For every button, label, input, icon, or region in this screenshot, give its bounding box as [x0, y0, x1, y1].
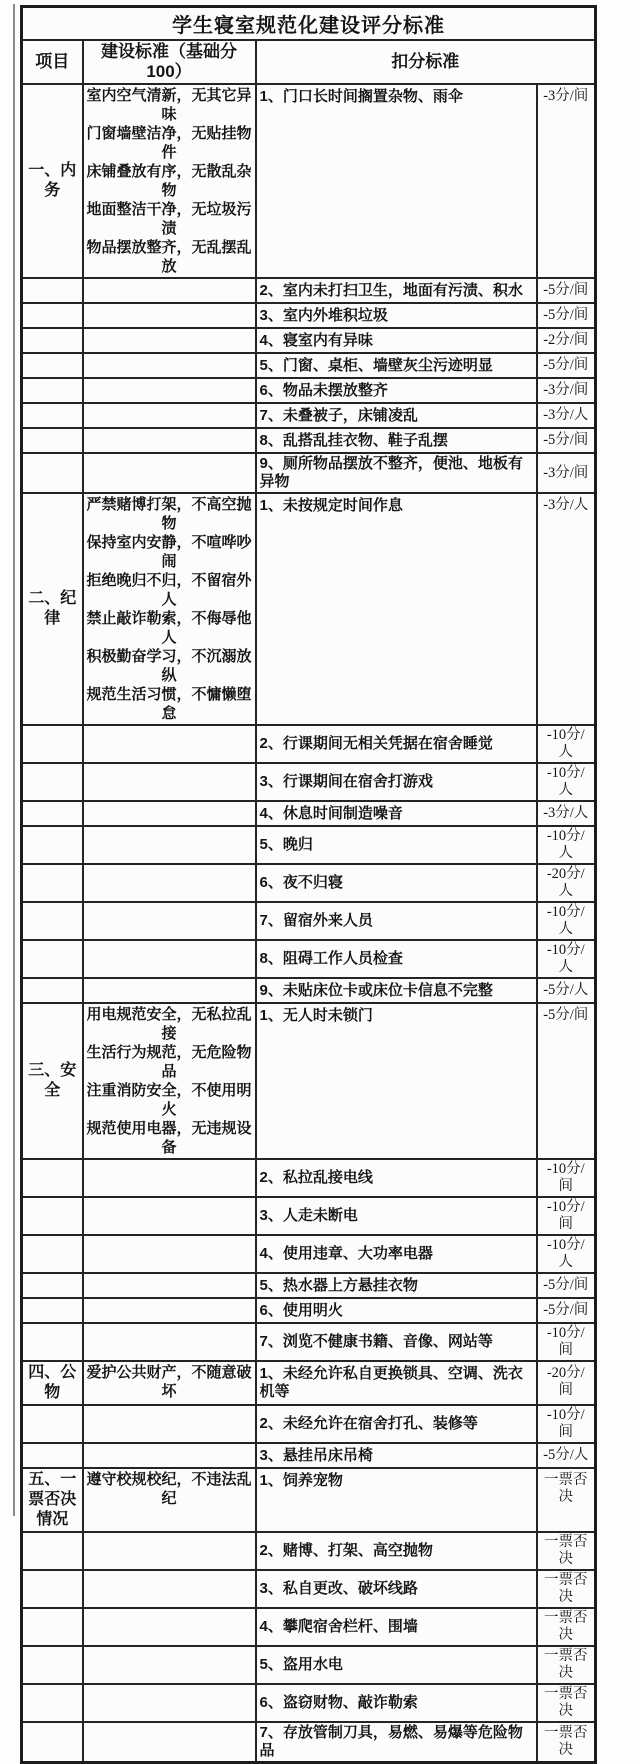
- deduction-text: 7、存放管制刀具，易燃、易爆等危险物品: [256, 1722, 537, 1763]
- deduction-text: 3、室内外堆积垃圾: [256, 303, 537, 328]
- empty-cell: [22, 1646, 83, 1684]
- table-row: [22, 1235, 596, 1273]
- deduction-text: 6、使用明火: [256, 1298, 537, 1323]
- title-row: [22, 7, 596, 41]
- deduction-score: -10分/间: [537, 1159, 596, 1197]
- empty-cell: [83, 902, 256, 940]
- table-row: [22, 1570, 596, 1608]
- deduction-score: -3分/人: [537, 801, 596, 826]
- deduction-score: 一票否决: [537, 1646, 596, 1684]
- empty-cell: [22, 1722, 83, 1763]
- page-title: 学生寝室规范化建设评分标准: [22, 7, 596, 41]
- section-label: 三、安全: [22, 1003, 83, 1159]
- column-header-item: 项目: [22, 40, 83, 84]
- deduction-text: 8、乱搭乱挂衣物、鞋子乱摆: [256, 428, 537, 453]
- empty-cell: [83, 428, 256, 453]
- deduction-score: -3分/间: [537, 84, 596, 278]
- table-body: [22, 84, 596, 1763]
- standard-item: 床铺叠放有序，无散乱杂物: [86, 163, 252, 199]
- deduction-text: 5、热水器上方悬挂衣物: [256, 1273, 537, 1298]
- table-row: [22, 1159, 596, 1197]
- deduction-text: 9、厕所物品摆放不整齐，便池、地板有异物: [256, 453, 537, 493]
- deduction-text: 6、物品未摆放整齐: [256, 378, 537, 403]
- table-row: [22, 378, 596, 403]
- deduction-score: -3分/间: [537, 378, 596, 403]
- table-row: [22, 278, 596, 303]
- deduction-score: 一票否决: [537, 1468, 596, 1532]
- table-row: [22, 453, 596, 493]
- empty-cell: [83, 1273, 256, 1298]
- deduction-score: -10分/人: [537, 1235, 596, 1273]
- empty-cell: [83, 1159, 256, 1197]
- table-row: [22, 1646, 596, 1684]
- empty-cell: [83, 328, 256, 353]
- empty-cell: [83, 763, 256, 801]
- table-row: [22, 864, 596, 902]
- empty-cell: [83, 378, 256, 403]
- section-label: 五、一票否决情况: [22, 1468, 83, 1532]
- section-standards: [83, 1361, 256, 1405]
- section-standards: [83, 493, 256, 725]
- empty-cell: [83, 978, 256, 1003]
- deduction-score: -20分/人: [537, 864, 596, 902]
- deduction-text: 4、攀爬宿舍栏杆、围墙: [256, 1608, 537, 1646]
- deduction-text: 8、阻碍工作人员检查: [256, 940, 537, 978]
- empty-cell: [83, 353, 256, 378]
- empty-cell: [22, 353, 83, 378]
- empty-cell: [22, 864, 83, 902]
- empty-cell: [83, 1298, 256, 1323]
- deduction-score: -5分/间: [537, 428, 596, 453]
- table-row: [22, 1197, 596, 1235]
- column-header-standard: 建设标准（基础分100）: [83, 40, 256, 84]
- deduction-score: -5分/间: [537, 303, 596, 328]
- standard-item: 室内空气清新，无其它异味: [86, 87, 252, 123]
- empty-cell: [83, 1532, 256, 1570]
- empty-cell: [22, 978, 83, 1003]
- table-row: [22, 303, 596, 328]
- empty-cell: [22, 1684, 83, 1722]
- empty-cell: [83, 453, 256, 493]
- table-row: [22, 1608, 596, 1646]
- deduction-score: -5分/人: [537, 978, 596, 1003]
- empty-cell: [83, 1197, 256, 1235]
- empty-cell: [22, 1532, 83, 1570]
- empty-cell: [22, 1405, 83, 1443]
- table-row: [22, 725, 596, 763]
- standard-item: 拒绝晚归不归，不留宿外人: [86, 572, 252, 608]
- table-row: [22, 1273, 596, 1298]
- deduction-text: 7、浏览不健康书籍、音像、网站等: [256, 1323, 537, 1361]
- deduction-text: 9、未贴床位卡或床位卡信息不完整: [256, 978, 537, 1003]
- deduction-score: -3分/人: [537, 403, 596, 428]
- document-page: [20, 5, 597, 1764]
- empty-cell: [83, 1443, 256, 1468]
- empty-cell: [83, 403, 256, 428]
- table-row: [22, 328, 596, 353]
- deduction-text: 4、使用违章、大功率电器: [256, 1235, 537, 1273]
- empty-cell: [83, 801, 256, 826]
- empty-cell: [83, 1570, 256, 1608]
- empty-cell: [22, 940, 83, 978]
- deduction-text: 1、无人时未锁门: [256, 1003, 537, 1159]
- empty-cell: [22, 826, 83, 864]
- empty-cell: [22, 403, 83, 428]
- deduction-text: 2、赌博、打架、高空抛物: [256, 1532, 537, 1570]
- standard-item: 注重消防安全，不使用明火: [86, 1082, 252, 1118]
- empty-cell: [22, 1608, 83, 1646]
- deduction-score: -20分/间: [537, 1361, 596, 1405]
- empty-cell: [22, 902, 83, 940]
- empty-cell: [22, 1273, 83, 1298]
- deduction-score: -3分/间: [537, 453, 596, 493]
- standard-item: 遵守校规校纪，不违法乱纪: [86, 1471, 252, 1507]
- table-row: [22, 826, 596, 864]
- deduction-text: 6、盗窃财物、敲诈勒索: [256, 1684, 537, 1722]
- column-header-deduction: 扣分标准: [256, 40, 596, 84]
- deduction-score: -5分/间: [537, 1003, 596, 1159]
- deduction-score: -2分/间: [537, 328, 596, 353]
- deduction-score: 一票否决: [537, 1532, 596, 1570]
- deduction-score: -5分/人: [537, 1443, 596, 1468]
- deduction-text: 1、未按规定时间作息: [256, 493, 537, 725]
- empty-cell: [22, 1197, 83, 1235]
- table-row: [22, 403, 596, 428]
- empty-cell: [83, 1405, 256, 1443]
- empty-cell: [22, 428, 83, 453]
- deduction-text: 3、行课期间在宿舍打游戏: [256, 763, 537, 801]
- deduction-score: -10分/间: [537, 1405, 596, 1443]
- deduction-text: 2、未经允许在宿舍打孔、装修等: [256, 1405, 537, 1443]
- section-label: 四、公物: [22, 1361, 83, 1405]
- standard-item: 门窗墙壁洁净，无贴挂物件: [86, 125, 252, 161]
- empty-cell: [83, 1722, 256, 1763]
- deduction-text: 1、饲养宠物: [256, 1468, 537, 1532]
- empty-cell: [22, 328, 83, 353]
- empty-cell: [22, 1443, 83, 1468]
- deduction-text: 3、私自更改、破坏线路: [256, 1570, 537, 1608]
- section-first-row: [22, 493, 596, 725]
- standard-item: 积极勤奋学习，不沉溺放纵: [86, 648, 252, 684]
- standard-item: 保持室内安静，不喧哗吵闹: [86, 534, 252, 570]
- table-row: [22, 1405, 596, 1443]
- standard-item: 地面整洁干净，无垃圾污渍: [86, 201, 252, 237]
- empty-cell: [22, 1235, 83, 1273]
- empty-cell: [22, 801, 83, 826]
- page-edge-line: [13, 4, 15, 1516]
- deduction-text: 2、私拉乱接电线: [256, 1159, 537, 1197]
- section-label: 二、纪律: [22, 493, 83, 725]
- standard-item: 生活行为规范，无危险物品: [86, 1044, 252, 1080]
- standard-item: 规范使用电器，无违规设备: [86, 1120, 252, 1156]
- empty-cell: [83, 303, 256, 328]
- empty-cell: [22, 1570, 83, 1608]
- section-standards: [83, 1003, 256, 1159]
- deduction-score: -10分/人: [537, 940, 596, 978]
- empty-cell: [22, 1298, 83, 1323]
- deduction-score: 一票否决: [537, 1722, 596, 1763]
- deduction-score: -5分/间: [537, 278, 596, 303]
- deduction-text: 3、人走未断电: [256, 1197, 537, 1235]
- table-row: [22, 1323, 596, 1361]
- table-row: [22, 1684, 596, 1722]
- table-row: [22, 801, 596, 826]
- standard-item: 严禁赌博打架，不高空抛物: [86, 496, 252, 532]
- deduction-text: 5、盗用水电: [256, 1646, 537, 1684]
- empty-cell: [22, 1323, 83, 1361]
- table-row: [22, 1722, 596, 1763]
- empty-cell: [83, 1323, 256, 1361]
- deduction-text: 7、留宿外来人员: [256, 902, 537, 940]
- table-row: [22, 1298, 596, 1323]
- deduction-score: 一票否决: [537, 1570, 596, 1608]
- empty-cell: [83, 278, 256, 303]
- table-row: [22, 428, 596, 453]
- deduction-score: -10分/间: [537, 1197, 596, 1235]
- deduction-text: 1、未经允许私自更换锁具、空调、洗衣机等: [256, 1361, 537, 1405]
- empty-cell: [83, 1235, 256, 1273]
- section-first-row: [22, 1468, 596, 1532]
- table-row: [22, 763, 596, 801]
- deduction-text: 2、行课期间无相关凭据在宿舍睡觉: [256, 725, 537, 763]
- empty-cell: [22, 278, 83, 303]
- empty-cell: [83, 1684, 256, 1722]
- deduction-score: -10分/人: [537, 725, 596, 763]
- empty-cell: [22, 763, 83, 801]
- empty-cell: [83, 1608, 256, 1646]
- empty-cell: [22, 378, 83, 403]
- table-row: [22, 1443, 596, 1468]
- standard-item: 禁止敲诈勒索，不侮辱他人: [86, 610, 252, 646]
- table-row: [22, 940, 596, 978]
- table-row: [22, 902, 596, 940]
- deduction-text: 2、室内未打扫卫生，地面有污渍、积水: [256, 278, 537, 303]
- deduction-score: -5分/间: [537, 353, 596, 378]
- empty-cell: [22, 303, 83, 328]
- empty-cell: [83, 826, 256, 864]
- deduction-score: -5分/间: [537, 1273, 596, 1298]
- standard-item: 用电规范安全，无私拉乱接: [86, 1006, 252, 1042]
- deduction-text: 4、休息时间制造噪音: [256, 801, 537, 826]
- deduction-text: 5、门窗、桌柜、墙壁灰尘污迹明显: [256, 353, 537, 378]
- scoring-table: [20, 5, 597, 1764]
- standard-item: 物品摆放整齐，无乱摆乱放: [86, 239, 252, 275]
- empty-cell: [83, 725, 256, 763]
- deduction-score: -10分/人: [537, 763, 596, 801]
- section-first-row: [22, 1361, 596, 1405]
- header-row: [22, 40, 596, 84]
- empty-cell: [83, 940, 256, 978]
- deduction-score: 一票否决: [537, 1608, 596, 1646]
- deduction-score: -10分/人: [537, 826, 596, 864]
- empty-cell: [22, 453, 83, 493]
- deduction-score: -10分/人: [537, 902, 596, 940]
- standard-item: 规范生活习惯，不慵懒堕怠: [86, 686, 252, 722]
- section-label: 一、内务: [22, 84, 83, 278]
- standard-item: 爱护公共财产，不随意破坏: [86, 1364, 252, 1400]
- empty-cell: [22, 725, 83, 763]
- deduction-score: -5分/间: [537, 1298, 596, 1323]
- section-standards: [83, 84, 256, 278]
- empty-cell: [83, 1646, 256, 1684]
- deduction-text: 4、寝室内有异味: [256, 328, 537, 353]
- table-row: [22, 1532, 596, 1570]
- table-row: [22, 978, 596, 1003]
- deduction-score: -3分/人: [537, 493, 596, 725]
- deduction-text: 6、夜不归寝: [256, 864, 537, 902]
- section-first-row: [22, 1003, 596, 1159]
- deduction-score: -10分/间: [537, 1323, 596, 1361]
- deduction-text: 7、未叠被子，床铺凌乱: [256, 403, 537, 428]
- empty-cell: [83, 864, 256, 902]
- empty-cell: [22, 1159, 83, 1197]
- section-standards: [83, 1468, 256, 1532]
- deduction-text: 3、悬挂吊床吊椅: [256, 1443, 537, 1468]
- table-row: [22, 353, 596, 378]
- section-first-row: [22, 84, 596, 278]
- deduction-score: 一票否决: [537, 1684, 596, 1722]
- deduction-text: 1、门口长时间搁置杂物、雨伞: [256, 84, 537, 278]
- deduction-text: 5、晚归: [256, 826, 537, 864]
